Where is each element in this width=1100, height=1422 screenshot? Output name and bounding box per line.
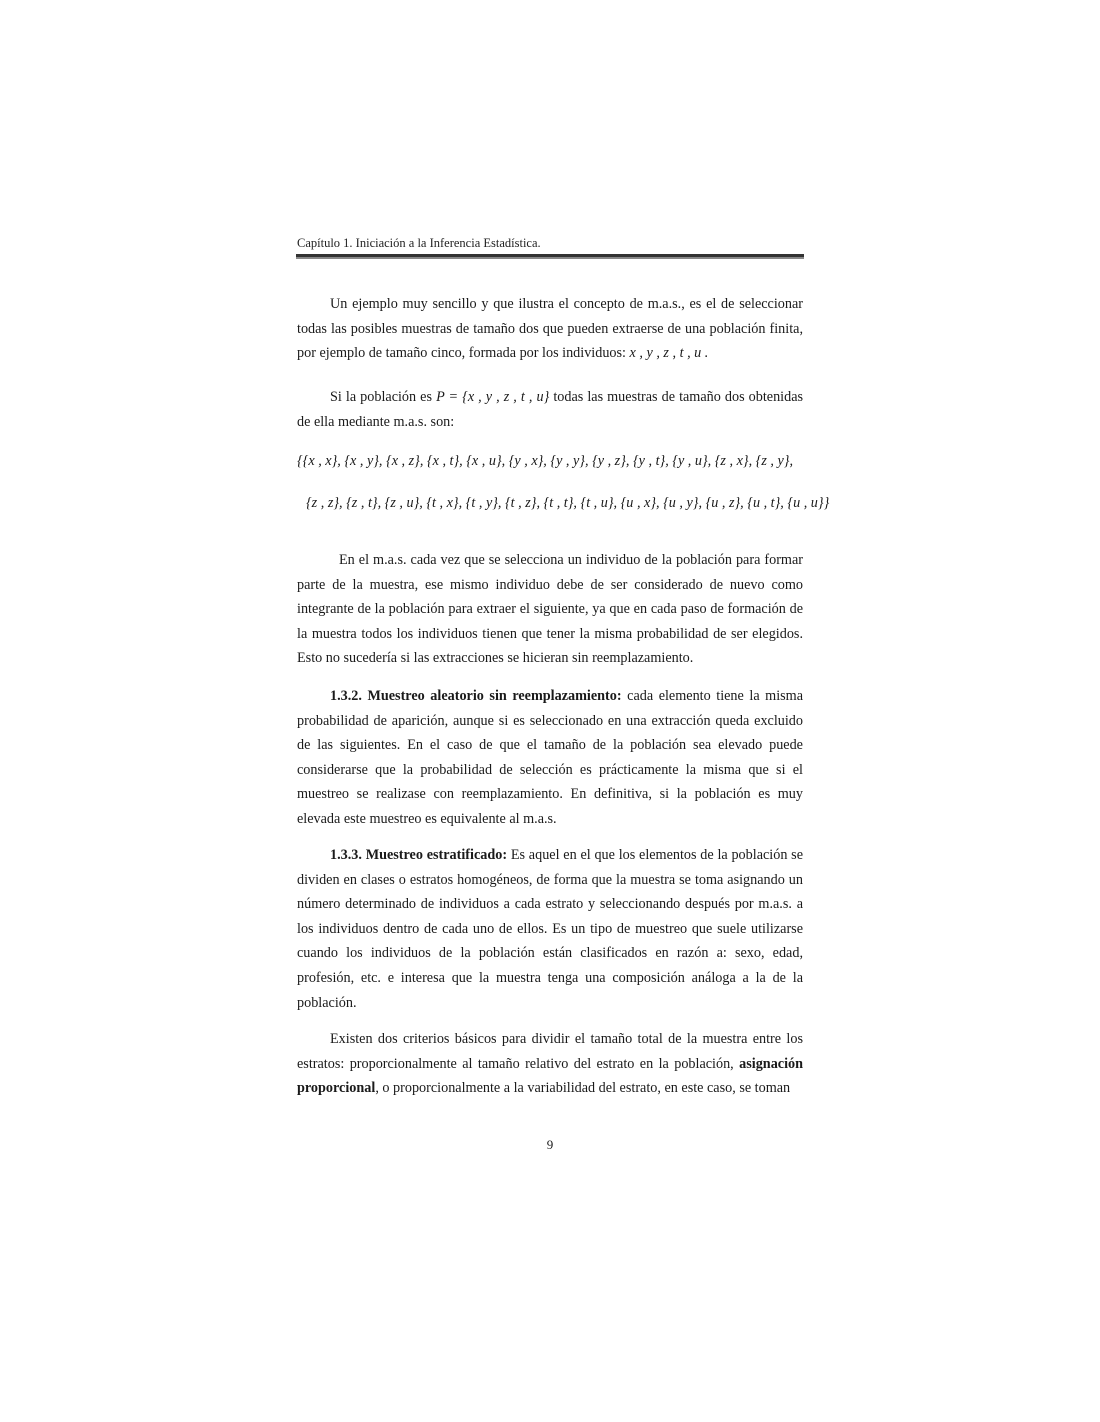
paragraph-estratificado <box>297 843 803 1015</box>
paragraph-text-after: todas las muestras de tamaño dos obtenidas de ella mediante m.a.s. son: <box>297 389 804 430</box>
paragraph-text-before: Si la población es <box>330 389 432 405</box>
paragraph-text-after: , o proporcionalmente a la variabilidad del estrato, en este caso, se toman <box>375 1080 791 1097</box>
paragraph-text: cada elemento tiene la misma probabilidad de aparición, aunque si es seleccionado en una extracción queda excluido de las siguientes. En el caso de que el tamaño de la población sea elevado puede considerarse que la probabilidad de selección es prácticamente la misma que si el muestreo se realizase con reemplazamiento. En definitiva, si la población es muy elevada este muestreo es equivalente al m.a.s. <box>297 688 804 827</box>
section-heading-1-3-2: 1.3.2. Muestreo aleatorio sin reemplazamiento: <box>330 688 622 704</box>
paragraph-text: Es aquel en el que los elementos de la población se dividen en clases o estratos homogéneos, de forma que la muestra se toma asignando un número determinado de individuos a cada estrato y seleccionando después por m.a.s. a los individuos dentro de cada uno de ellos. Es un tipo de muestreo que suele utilizarse cuando los individuos de la población están clasificados en razón a: sexo, edad, profesión, etc. e interesa que la muestra tenga una composición análoga a la de la población. <box>297 847 803 1011</box>
samples-line-1: {{x , x}, {x , y}, {x , z}, {x , t}, {x , u}, {y , x}, {y , y}, {y , z}, {y , t}, {y , u}, {z , x}, {z , y}, <box>297 453 794 469</box>
paragraph-mas-explanation: En el m.a.s. cada vez que se selecciona un individuo de la población para formar parte de la muestra, ese mismo individuo debe de ser considerado de nuevo como integrante de la población para extraer el siguiente, ya que en cada paso de formación de la muestra todos los individuos tienen que tener la misma probabilidad de ser elegidos. Esto no sucedería si las extracciones se hicieran sin reemplazamiento. <box>297 552 803 667</box>
paragraph-text-before: Existen dos criterios básicos para dividir el tamaño total de la muestra entre los estratos: proporcionalmente al tamaño relativo del estrato en la población, <box>297 1031 803 1072</box>
paragraph-text: Un ejemplo muy sencillo y que ilustra el concepto de m.a.s., es el de seleccionar todas las posibles muestras de tamaño dos que pueden extraerse de una población finita, por ejemplo de tamaño cinco, formada por los individuos: <box>297 296 803 362</box>
section-heading-1-3-3: 1.3.3. Muestreo estratificado: <box>330 847 508 863</box>
running-head: Capítulo 1. Iniciación a la Inferencia Estadística. <box>297 236 541 250</box>
paragraph-criterios <box>297 1027 803 1101</box>
paragraph-example <box>297 292 803 366</box>
header-rule <box>296 254 804 257</box>
individuals-math: x , y , z , t , u . <box>629 345 709 362</box>
paragraph-population <box>297 385 803 434</box>
page-number: 9 <box>546 1137 554 1152</box>
population-set-math: P = {x , y , z , t , u} <box>436 389 550 405</box>
paragraph-sin-reemplazamiento <box>297 684 803 832</box>
bold-term: asignación proporcional <box>297 1055 804 1097</box>
samples-line-2: {z , z}, {z , t}, {z , u}, {t , x}, {t , y}, {t , z}, {t , t}, {t , u}, {u , x}, {u , y}, {u , z}, {u , t}, {u , u}} <box>306 495 830 511</box>
